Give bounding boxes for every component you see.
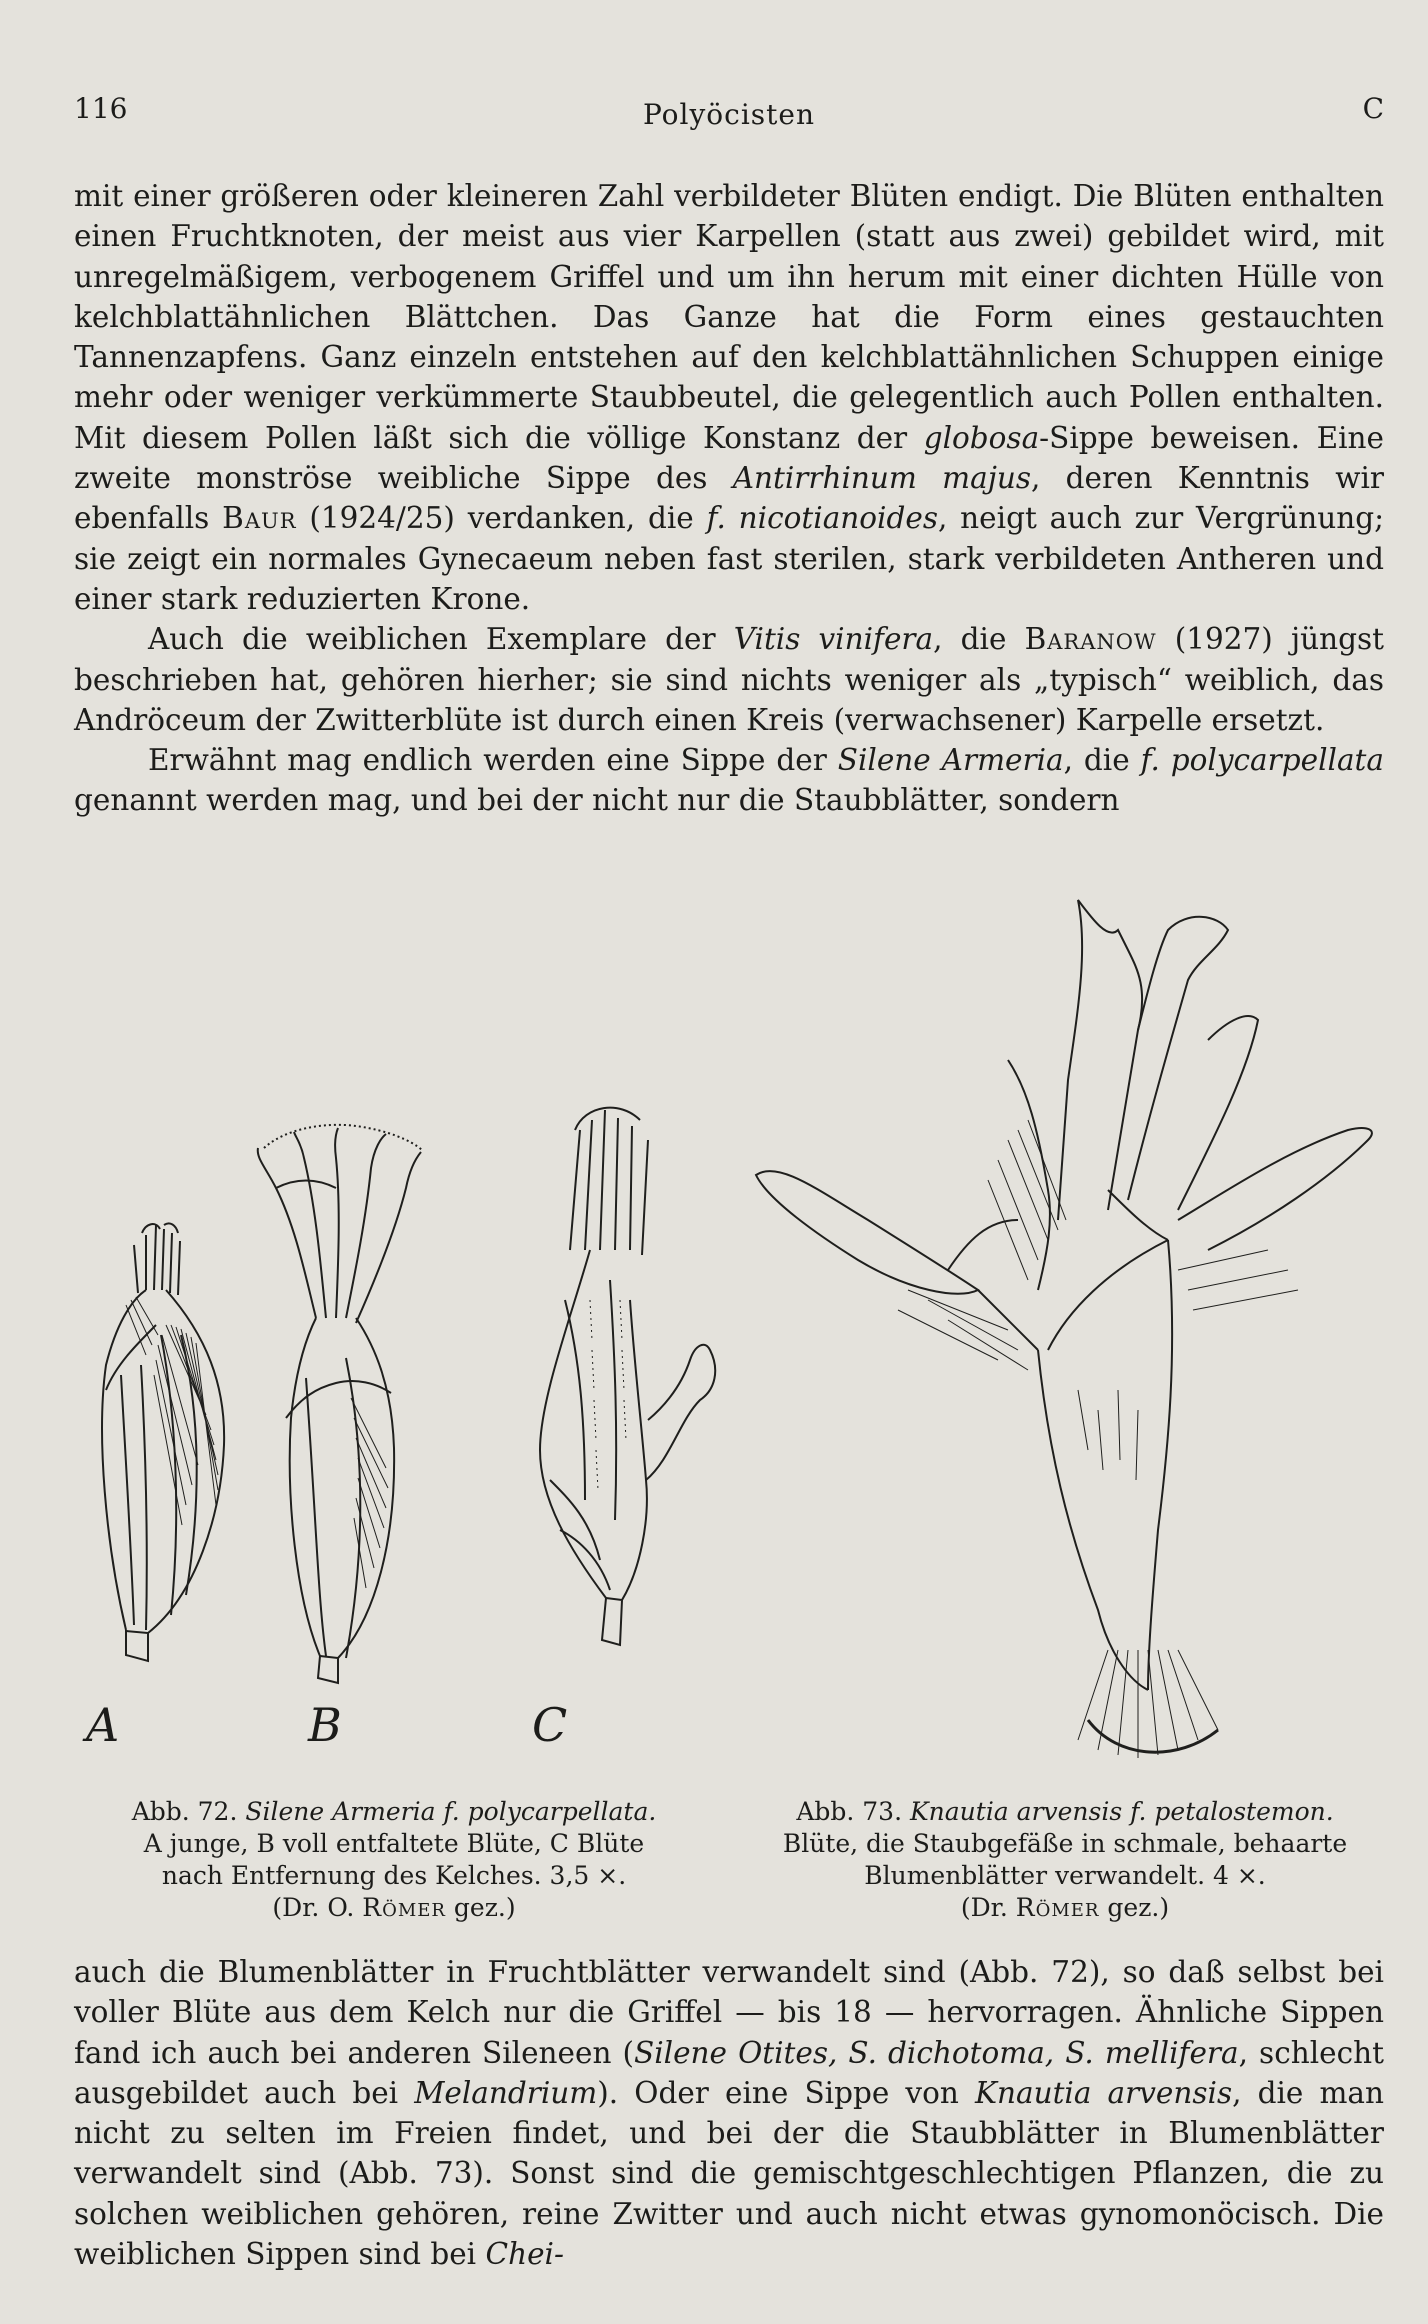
figure-72-caption: [74, 1796, 714, 1924]
caption-label: Abb. 73.: [796, 1797, 910, 1826]
running-title: Polyöcisten: [642, 98, 816, 131]
caption-line: Blüte, die Staubgefäße in schmale, behaarte: [782, 1829, 1348, 1858]
figure-73-knautia-flower: [748, 890, 1388, 1770]
italic-term: Silene Otites, S. dichotoma, S. mellifera: [634, 2035, 1239, 2070]
caption-credit: gez.): [1099, 1893, 1170, 1922]
figure-label-b: B: [308, 1698, 342, 1752]
italic-term: globosa: [923, 420, 1040, 455]
text-run: Erwähnt mag endlich werden eine Sippe der: [148, 743, 838, 778]
figure-72-flower-c: [530, 1100, 730, 1650]
italic-term: Silene Armeria: [837, 743, 1064, 778]
caption-species: Knautia arvensis f. petalostemon.: [909, 1797, 1334, 1826]
figure-label-c: C: [532, 1698, 568, 1752]
lower-text-block: [74, 1952, 1384, 2274]
author-name: Baranow: [1024, 622, 1157, 657]
text-run: , schlecht ausgebildet auch bei: [74, 2035, 1384, 2110]
page-number: 116: [74, 92, 128, 125]
caption-credit-name: Römer: [1015, 1893, 1100, 1922]
paragraph: [74, 1952, 1384, 2274]
caption-credit: gez.): [445, 1893, 516, 1922]
italic-term: Antirrhinum majus: [732, 461, 1032, 496]
page-header: [74, 92, 1384, 136]
text-run: , die man nicht zu selten im Freien findet, und bei der die Staubblätter in Blumenblätter verwandelt sind (Abb. 73). Sonst sind die gemischtgeschlechtigen Pflanzen, die zu solchen weiblichen gehören, reine Zwitter und auch nicht etwas gynomonöcisch. Die weiblichen Sippen sind bei: [74, 2075, 1385, 2272]
italic-term: f. nicotianoides: [706, 501, 938, 536]
text-run: genannt werden mag, und bei der nicht nur die Staubblätter, sondern: [74, 783, 1120, 818]
text-run: , neigt auch zur Vergrünung; sie zeigt ein normales Gynecaeum neben fast sterilen, stark verbildeten Antheren und einer stark reduzierten Krone.: [74, 501, 1385, 616]
caption-line: A junge, B voll entfaltete Blüte, C Blüte: [143, 1829, 645, 1858]
caption-credit-name: Römer: [362, 1893, 446, 1922]
text-run: Auch die weiblichen Exemplare der: [148, 622, 734, 657]
text-run: auch die Blumenblätter in Fruchtblätter verwandelt sind (Abb. 72), so daß selbst bei voller Blüte aus dem Kelch nur die Griffel — bis 18 — hervorragen. Ähnliche Sippen fand ich auch bei anderen Sileneen (: [74, 1955, 1384, 2070]
caption-credit: (Dr.: [960, 1893, 1016, 1922]
text-run: , deren Kenntnis wir ebenfalls: [74, 461, 1384, 536]
author-name: Baur: [222, 501, 297, 536]
caption-credit: (Dr. O.: [272, 1893, 363, 1922]
paragraph: [74, 619, 1384, 740]
figure-label-a: A: [86, 1698, 120, 1752]
text-run: , die: [933, 622, 1025, 657]
caption-line: Blumenblätter verwandelt. 4 ×.: [864, 1861, 1266, 1890]
text-run: -Sippe beweisen. Eine zweite monströse weibliche Sippe des: [74, 420, 1384, 496]
figure-73-caption: [740, 1796, 1390, 1924]
text-run: (1927) jüngst beschrieben hat, gehören hierher; sie sind nichts weniger als „typisch“ weiblich, das Andröceum der Zwitterblüte ist durch einen Kreis (verwachsener) Karpelle ersetzt.: [74, 622, 1384, 737]
caption-label: Abb. 72.: [131, 1797, 246, 1826]
italic-term: f. polycarpellata: [1140, 743, 1384, 778]
text-run: ). Oder eine Sippe von: [597, 2075, 975, 2110]
italic-term: Vitis vinifera: [733, 622, 934, 657]
italic-term: Chei-: [485, 2237, 564, 2272]
paragraph: [74, 740, 1384, 821]
text-run: (1924/25) verdanken, die: [296, 501, 707, 536]
text-run: mit einer größeren oder kleineren Zahl verbildeter Blüten endigt. Die Blüten enthalten einen Fruchtknoten, der meist aus vier Karpellen (statt aus zwei) gebildet wird, mit unregelmäßigem, verbogenem Griffel und um ihn herum mit einer dichten Hülle von kelchblattähnlichen Blättchen. Das Ganze hat die Form eines gestauchten Tannenzapfens. Ganz einzeln entstehen auf den kelchblattähnlichen Schuppen einige mehr oder weniger verkümmerte Staubbeutel, die gelegentlich auch Pollen enthalten. Mit diesem Pollen läßt sich die völlige Konstanz der: [74, 179, 1384, 455]
paragraph: [74, 176, 1384, 619]
italic-term: Melandrium: [414, 2075, 598, 2110]
caption-species: Silene Armeria f. polycarpellata.: [245, 1797, 657, 1826]
italic-term: Knautia arvensis: [974, 2075, 1233, 2110]
upper-text-block: [74, 176, 1384, 821]
figure-72-flower-a: [86, 1215, 236, 1665]
signature-mark: C: [1362, 92, 1384, 125]
figure-72-flower-b: [246, 1118, 426, 1688]
text-run: , die: [1063, 743, 1141, 778]
caption-line: nach Entfernung des Kelches. 3,5 ×.: [161, 1861, 627, 1890]
